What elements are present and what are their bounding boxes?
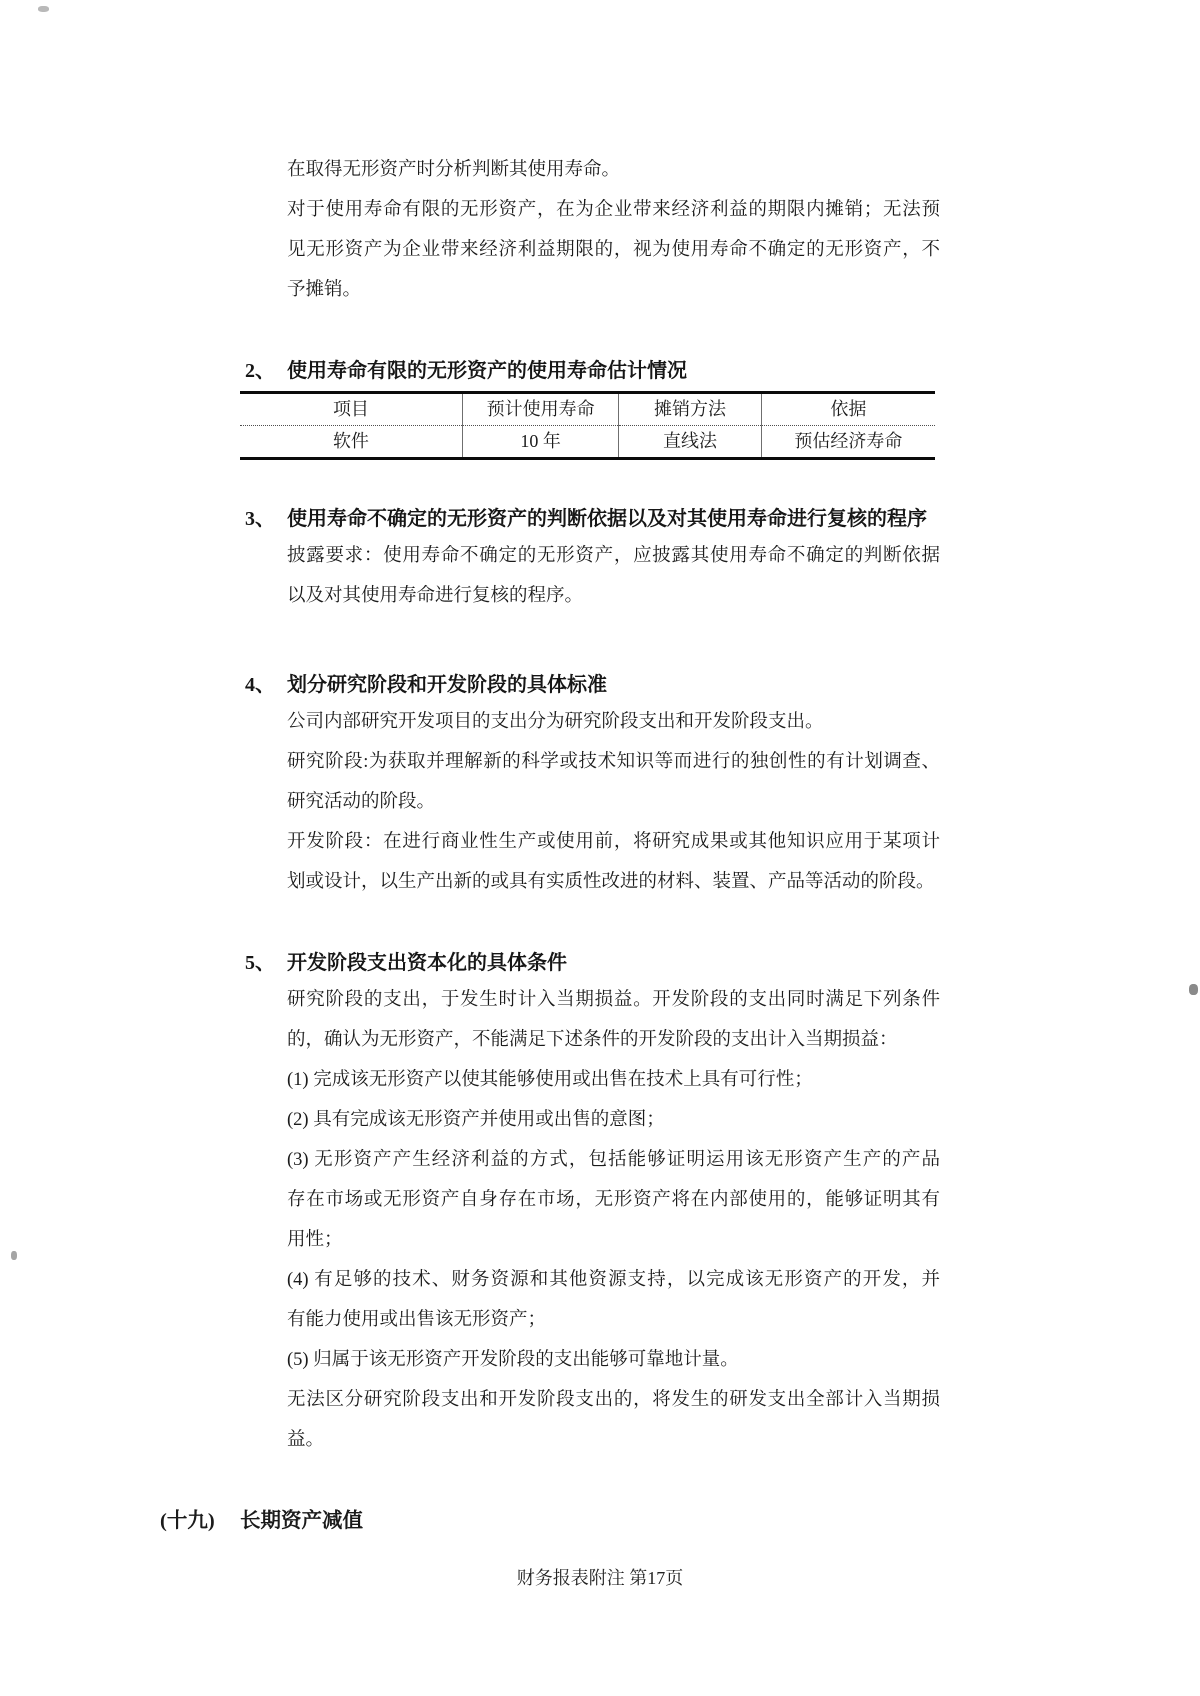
intro-paragraph-1 [287,150,940,190]
table-cell: 直线法 [619,426,761,459]
section-5-number: 5、 [245,952,275,974]
page-content [0,150,1200,1538]
text-line: 划或设计，以生产出新的或具有实质性改进的材料、装置、产品等活动的阶段。 [287,872,935,892]
text-line: (3) 无形资产产生经济利益的方式，包括能够证明运用该无形资产生产的产品 [287,1150,940,1170]
useful-life-table-head [240,393,935,426]
section-5-heading [245,946,1200,980]
text-line: 无法区分研究阶段支出和开发阶段支出的，将发生的研发支出全部计入当期损 [287,1390,940,1410]
text-line: 开发阶段：在进行商业性生产或使用前，将研究成果或其他知识应用于某项计 [287,832,940,852]
text-line: 对于使用寿命有限的无形资产，在为企业带来经济利益的期限内摊销；无法预 [287,200,940,220]
section-5-condition-2 [287,1100,940,1140]
useful-life-table [240,391,935,460]
section-4-paragraph-2 [287,742,940,822]
text-line: (4) 有足够的技术、财务资源和其他资源支持，以完成该无形资产的开发，并 [287,1270,940,1290]
table-cell: 10 年 [462,426,618,459]
section-4-title: 划分研究阶段和开发阶段的具体标准 [287,674,607,696]
section-2-number: 2、 [245,360,275,382]
text-line: 予摊销。 [287,280,362,300]
section-3-number: 3、 [245,508,275,530]
text-line: 研究阶段的支出，于发生时计入当期损益。开发阶段的支出同时满足下列条件 [287,990,940,1010]
text-line: 存在市场或无形资产自身存在市场，无形资产将在内部使用的，能够证明其有 [287,1190,940,1210]
page-footer: 财务报表附注 第17页 [516,1568,684,1588]
chapter-19-title: 长期资产减值 [240,1510,363,1532]
text-line: 公司内部研究开发项目的支出分为研究阶段支出和开发阶段支出。 [287,712,824,732]
table-cell: 预估经济寿命 [761,426,935,459]
section-5-condition-4 [287,1260,940,1340]
scan-artifact [11,1251,17,1260]
text-line: 用性； [287,1230,343,1250]
section-5-condition-5 [287,1340,940,1380]
text-line: 在取得无形资产时分析判断其使用寿命。 [287,160,621,180]
text-line: (1) 完成该无形资产以使其能够使用或出售在技术上具有可行性； [287,1070,813,1090]
text-line: (5) 归属于该无形资产开发阶段的支出能够可靠地计量。 [287,1350,739,1370]
section-5-paragraph-closing [287,1380,940,1460]
section-2-title: 使用寿命有限的无形资产的使用寿命估计情况 [287,360,687,382]
text-line: 以及对其使用寿命进行复核的程序。 [287,586,584,606]
section-3-heading [245,502,1200,536]
intro-paragraph-2 [287,190,940,310]
useful-life-table-body [240,426,935,459]
column-header: 预计使用寿命 [462,393,618,426]
section-4-paragraph-1 [287,702,940,742]
section-5-condition-3 [287,1140,940,1260]
table-row [240,426,935,459]
text-line: 研究活动的阶段。 [287,792,436,812]
text-line: (2) 具有完成该无形资产并使用或出售的意图； [287,1110,665,1130]
section-5-title: 开发阶段支出资本化的具体条件 [287,952,567,974]
section-4-number: 4、 [245,674,275,696]
section-5-condition-1 [287,1060,940,1100]
text-line: 披露要求：使用寿命不确定的无形资产，应披露其使用寿命不确定的判断依据 [287,546,940,566]
scan-artifact [38,6,49,12]
section-2-heading [245,354,1200,388]
text-line: 益。 [287,1430,325,1450]
chapter-19-number: (十九) [160,1510,215,1532]
section-3-title: 使用寿命不确定的无形资产的判断依据以及对其使用寿命进行复核的程序 [287,508,927,530]
column-header: 项目 [240,393,462,426]
text-line: 有能力使用或出售该无形资产； [287,1310,547,1330]
chapter-19-heading [160,1504,1200,1538]
text-line: 见无形资产为企业带来经济利益期限的，视为使用寿命不确定的无形资产，不 [287,240,940,260]
section-4-paragraph-3 [287,822,940,902]
scan-artifact [1189,984,1198,995]
table-cell: 软件 [332,431,369,451]
section-4-heading [245,668,1200,702]
text-line: 研究阶段:为获取并理解新的科学或技术知识等而进行的独创性的有计划调查、 [287,752,940,772]
section-5-paragraph-intro [287,980,940,1060]
column-header: 依据 [761,393,935,426]
table-header-row [240,393,935,426]
section-3-paragraph [287,536,940,616]
text-line: 的，确认为无形资产，不能满足下述条件的开发阶段的支出计入当期损益： [287,1030,898,1050]
column-header: 摊销方法 [619,393,761,426]
